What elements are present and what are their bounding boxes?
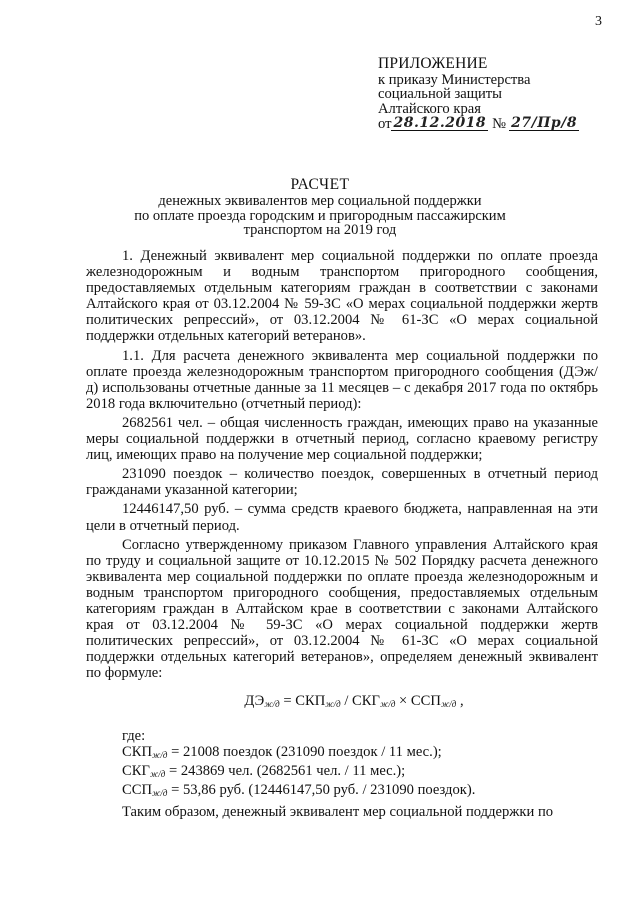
document-title (0, 178, 640, 238)
paragraph-1-1: 1.1. Для расчета денежного эквивалента мер социальной поддержки по оплате проезда железнодорожным транспортом пригородного сообщения (ДЭж/д) использованы отчетные данные за 11 месяцев – с декабря 2017 года по октябрь 2018 года включительно (отчетный период): (86, 347, 598, 412)
formula-de: ДЭ (244, 693, 265, 710)
title-line-3: транспортом на 2019 год (243, 222, 397, 239)
calc-skg (86, 763, 598, 782)
calc-ssp-value: = 53,86 руб. (12446147,50 руб. / 231090 поездок). (167, 781, 476, 798)
formula-mul: × (395, 693, 411, 710)
calc-skg-value: = 243869 чел. (2682561 чел. / 11 мес.); (165, 762, 406, 779)
handwritten-order-number: 27/Пр/8 (511, 115, 578, 131)
document-body (86, 248, 598, 820)
formula-div: / (340, 693, 353, 710)
paragraph-trips-count: 231090 поездок – количество поездок, совершенных в отчетный период гражданами указанной категории; (86, 466, 598, 499)
where-label: где: (122, 727, 146, 744)
calc-skp (86, 744, 598, 763)
calc-ssp (86, 782, 598, 801)
formula-sub: ж/д (325, 699, 341, 710)
calc-skp-value: = 21008 поездок (231090 поездок / 11 мес.); (167, 743, 442, 760)
formula-sub: ж/д (379, 699, 396, 710)
calc-sub: ж/д (149, 768, 166, 779)
appendix-line-3: Алтайского края (378, 100, 481, 117)
formula-eq: = (279, 693, 296, 710)
calc-ssp-symbol: ССП (122, 781, 153, 798)
calc-skp-symbol: СКП (122, 743, 153, 760)
formula-skp: СКП (295, 693, 326, 710)
appendix-line-1: к приказу Министерства (378, 71, 531, 88)
title-main: РАСЧЕТ (290, 176, 350, 193)
from-label: от (378, 115, 392, 132)
page-number: 3 (595, 14, 602, 29)
order-date-number-line (378, 116, 608, 131)
formula-sub: ж/д (440, 699, 457, 710)
handwritten-date: 28.12.2018 (393, 115, 487, 131)
formula-ssp: ССП (410, 693, 441, 710)
paragraph-conclusion: Таким образом, денежный эквивалент мер социальной поддержки по (122, 803, 554, 820)
calc-skg-symbol: СКГ (122, 762, 150, 779)
paragraph-procedure: Согласно утвержденному приказом Главного управления Алтайского края по труду и социальной защите от 10.12.2015 № 502 Порядку расчета денежного эквивалента мер социальной поддержки по оплате проезда железнодорожным и водным транспортом пригородного сообщения, предоставляемых отдельным категориям граждан в Алтайском крае в соответствии с законами Алтайского края от 03.12.2004 № 59-ЗС «О мерах социальной поддержки жертв политических репрессий», от 03.12.2004 № 61-ЗС «О мерах социальной поддержки отдельных категорий ветеранов», определяем денежный эквивалент по формуле: (86, 536, 598, 682)
appendix-block (378, 57, 608, 131)
formula-skg: СКГ (352, 693, 380, 710)
paragraph-1: 1. Денежный эквивалент мер социальной поддержки по оплате проезда железнодорожным и водным транспортом пригородного сообщения, предоставляемых отдельным категориям граждан в соответствии с законами Алтайского края от 03.12.2004 № 59-ЗС «О мерах социальной поддержки жертв политических репрессий», от 03.12.2004 № 61-ЗС «О мерах социальной поддержки отдельных категорий ветеранов». (86, 248, 598, 345)
formula-sub: ж/д (264, 699, 280, 710)
calc-sub: ж/д (152, 787, 168, 798)
number-sign: № (492, 115, 507, 132)
title-line-2: по оплате проезда городским и пригородным пассажирским (134, 207, 506, 224)
formula-end: , (456, 693, 464, 710)
calc-sub: ж/д (152, 749, 168, 760)
appendix-line-2: социальной защиты (378, 86, 502, 102)
formula (110, 693, 598, 712)
title-line-1: денежных эквивалентов мер социальной поддержки (158, 192, 482, 209)
paragraph-budget-sum: 12446147,50 руб. – сумма средств краевого бюджета, направленная на эти цели в отчетный период. (86, 501, 598, 534)
paragraph-total-citizens: 2682561 чел. – общая численность граждан, имеющих право на указанные меры социальной поддержки в отчетный период, согласно краевому регистру лиц, имеющих право на получение мер социальной поддержки; (86, 414, 598, 464)
appendix-heading: ПРИЛОЖЕНИЕ (378, 55, 488, 72)
